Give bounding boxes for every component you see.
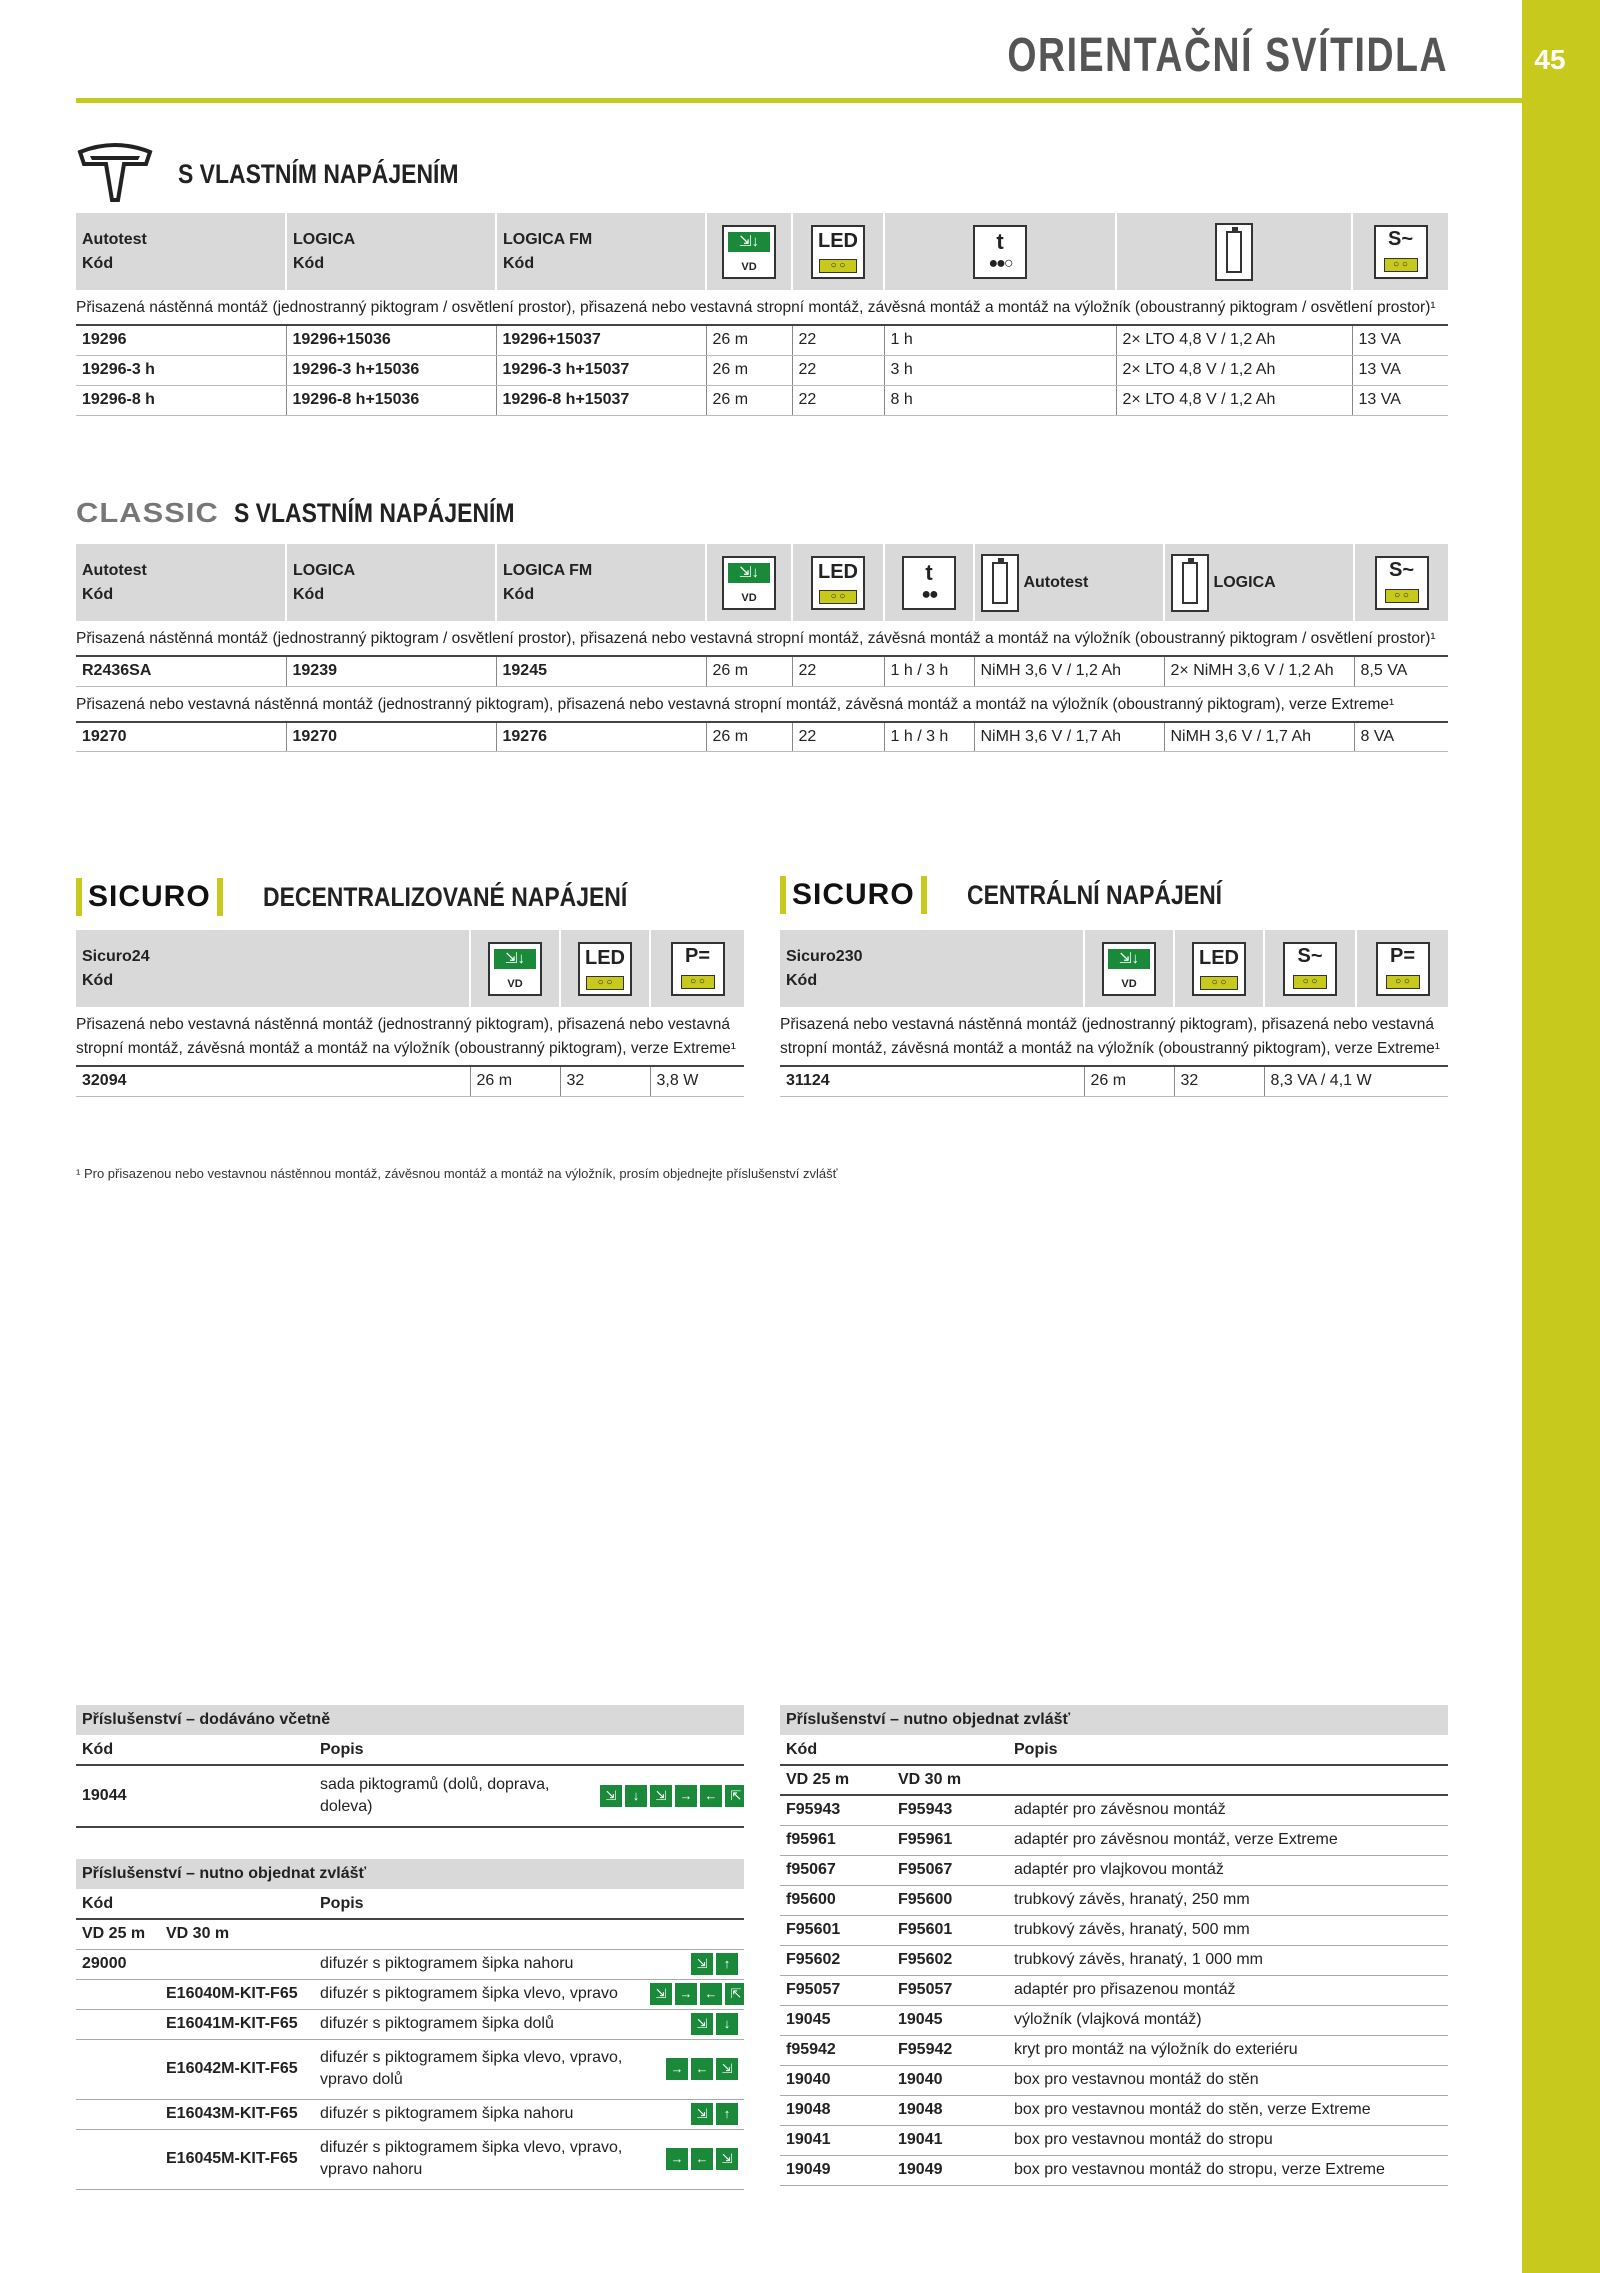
section-4-heading	[780, 876, 1267, 914]
accessories-included-caption: Příslušenství – dodáváno včetně	[76, 1705, 744, 1735]
cell: 1 h / 3 h	[884, 722, 974, 752]
cell: difuzér s piktogramem šipka vlevo, vpravo, vpravo dolů	[314, 2039, 644, 2099]
battery-icon	[981, 554, 1019, 612]
header-autotest: Autotest	[82, 561, 147, 579]
cell: výložník (vlajková montáž)	[1008, 2005, 1448, 2035]
exit-sign-icon: ⇲↓ VD	[488, 942, 542, 996]
page-number: 45	[1534, 44, 1566, 75]
cell: 19296-3 h	[76, 355, 286, 385]
cell: 19270	[76, 722, 286, 752]
header-sicuro24: Sicuro24	[82, 947, 150, 965]
header-popis: Popis	[1008, 1735, 1448, 1765]
cell: E16042M-KIT-F65	[160, 2039, 314, 2099]
cell: f95600	[780, 1885, 892, 1915]
header-logica-fm: LOGICA FM	[503, 230, 593, 248]
cell: 13 VA	[1352, 325, 1448, 355]
led-icon: LED ○ ○	[811, 556, 865, 610]
header-vd25: VD 25 m	[76, 1919, 160, 1949]
cell	[76, 2129, 160, 2189]
cell	[160, 1949, 314, 1979]
header-kod: Kód	[76, 1735, 314, 1765]
cell: 19049	[780, 2155, 892, 2185]
cell: 22	[792, 325, 884, 355]
cell: 32094	[76, 1066, 470, 1096]
cell: F95067	[892, 1855, 1008, 1885]
led-icon: LED ○ ○	[578, 942, 632, 996]
power-ac-icon: S~ ○ ○	[1374, 225, 1428, 279]
cell: 19276	[496, 722, 706, 752]
arrow-down-pictogram-icon: ⇲ ↓	[691, 2013, 738, 2035]
cell: R2436SA	[76, 656, 286, 686]
cell: difuzér s piktogramem šipka nahoru	[314, 2099, 644, 2129]
cell: 26 m	[1084, 1066, 1174, 1096]
header-kod: Kód	[293, 254, 325, 272]
section-2-title: S VLASTNÍM NAPÁJENÍM	[233, 497, 515, 528]
exit-sign-icon: ⇲↓ VD	[722, 556, 776, 610]
cell	[76, 2009, 160, 2039]
accessories-order-caption: Příslušenství – nutno objednat zvlášť	[780, 1705, 1448, 1735]
section-2-table	[76, 544, 1448, 752]
cell: F95943	[892, 1795, 1008, 1825]
header-kod: Kód	[503, 254, 535, 272]
cell: 22	[792, 385, 884, 415]
header-kod: Kód	[82, 254, 114, 272]
cell	[76, 2099, 160, 2129]
cell: 22	[792, 355, 884, 385]
section-3-description: Přisazená nebo vestavná nástěnná montáž (jednostranný piktogram), přisazená nebo vestavná stropní montáž, závěsná montáž a montáž na výložník (oboustranný piktogram), verze Extreme¹	[76, 1007, 744, 1066]
classic-logo: CLASSIC	[76, 497, 219, 528]
cell: F95600	[892, 1885, 1008, 1915]
power-dc-icon: P= ○ ○	[671, 942, 725, 996]
header-kod: Kód	[780, 1735, 1008, 1765]
arrow-up-pictogram-icon: ⇲ ↑	[691, 2103, 738, 2125]
section-1-title: S VLASTNÍM NAPÁJENÍM	[178, 158, 459, 189]
cell: NiMH 3,6 V / 1,7 Ah	[1164, 722, 1354, 752]
accessories-order-table-right	[780, 1705, 1448, 2186]
cell: F95942	[892, 2035, 1008, 2065]
cell: F95961	[892, 1825, 1008, 1855]
cell: F95601	[780, 1915, 892, 1945]
cell: 1 h / 3 h	[884, 656, 974, 686]
header-popis: Popis	[314, 1889, 744, 1919]
header-vd30: VD 30 m	[160, 1919, 314, 1949]
cell: 32	[560, 1066, 650, 1096]
cell: 22	[792, 722, 884, 752]
cell: 19045	[780, 2005, 892, 2035]
cell: 19040	[892, 2065, 1008, 2095]
exit-sign-icon: ⇲↓ VD	[722, 225, 776, 279]
cell: 19270	[286, 722, 496, 752]
side-stripe	[1522, 0, 1600, 2273]
header-popis: Popis	[314, 1735, 744, 1765]
cell: 31124	[780, 1066, 1084, 1096]
cell: 19296-3 h+15036	[286, 355, 496, 385]
cell: 19048	[892, 2095, 1008, 2125]
battery-icon	[1171, 554, 1209, 612]
arrow-up-pictogram-icon: ⇲ ↑	[691, 1953, 738, 1975]
cell: 19296+15037	[496, 325, 706, 355]
cell: 29000	[76, 1949, 160, 1979]
header-logica: LOGICA	[293, 230, 356, 248]
cell: 19044	[76, 1765, 314, 1827]
section-1-description: Přisazená nástěnná montáž (jednostranný piktogram / osvětlení prostor), přisazená nebo vestavná stropní montáž, závěsná montáž a montáž na výložník (oboustranný piktogram / osvětlení prostor)¹	[76, 290, 1448, 325]
led-icon: LED ○ ○	[811, 225, 865, 279]
cell: 19049	[892, 2155, 1008, 2185]
cell: 19245	[496, 656, 706, 686]
cell: 19296-8 h	[76, 385, 286, 415]
cell: 26 m	[706, 656, 792, 686]
cell: difuzér s piktogramem šipka nahoru	[314, 1949, 644, 1979]
cell: f95067	[780, 1855, 892, 1885]
battery-icon	[1215, 223, 1253, 281]
cell: 13 VA	[1352, 355, 1448, 385]
cell: F95602	[892, 1945, 1008, 1975]
section-4-title: CENTRÁLNÍ NAPÁJENÍ	[966, 879, 1222, 910]
cell: 26 m	[706, 722, 792, 752]
cell: 19296-3 h+15037	[496, 355, 706, 385]
cell: 22	[792, 656, 884, 686]
cell: 8 h	[884, 385, 1116, 415]
header-sicuro230: Sicuro230	[786, 947, 863, 965]
cell: 19239	[286, 656, 496, 686]
cell: adaptér pro závěsnou montáž, verze Extreme	[1008, 1825, 1448, 1855]
cell: 19041	[892, 2125, 1008, 2155]
header-vd30: VD 30 m	[892, 1765, 1008, 1795]
section-1-heading	[76, 142, 508, 206]
cell: 1 h	[884, 325, 1116, 355]
section-3-title: DECENTRALIZOVANÉ NAPÁJENÍ	[262, 881, 627, 912]
cell: 2× LTO 4,8 V / 1,2 Ah	[1116, 325, 1352, 355]
cell: F95943	[780, 1795, 892, 1825]
cell: 26 m	[470, 1066, 560, 1096]
cell: trubkový závěs, hranatý, 250 mm	[1008, 1885, 1448, 1915]
section-3-table	[76, 930, 744, 1097]
cell: box pro vestavnou montáž do stěn, verze Extreme	[1008, 2095, 1448, 2125]
accessories-order-table-left	[76, 1859, 744, 2190]
pictogram-set-icon: ⇲ ↓ ⇲ → ← ⇱	[600, 1785, 744, 1807]
t-logo-icon	[76, 142, 154, 206]
cell: 8,5 VA	[1354, 656, 1448, 686]
cell: E16045M-KIT-F65	[160, 2129, 314, 2189]
sicuro-logo: SICURO	[76, 878, 223, 916]
cell: box pro vestavnou montáž do stropu, verze Extreme	[1008, 2155, 1448, 2185]
cell: f95942	[780, 2035, 892, 2065]
header-logica: LOGICA	[293, 561, 356, 579]
cell: 19296+15036	[286, 325, 496, 355]
section-4-description: Přisazená nebo vestavná nástěnná montáž (jednostranný piktogram), přisazená nebo vestavná stropní montáž, závěsná montáž a montáž na výložník (oboustranný piktogram), verze Extreme¹	[780, 1007, 1448, 1066]
arrow-multi-pictogram-icon: → ← ⇲	[666, 2058, 738, 2080]
cell: difuzér s piktogramem šipka vlevo, vpravo	[314, 1979, 644, 2009]
section-2-description-1: Přisazená nástěnná montáž (jednostranný piktogram / osvětlení prostor), přisazená nebo vestavná stropní montáž, závěsná montáž a montáž na výložník (oboustranný piktogram / osvětlení prostor)¹	[76, 621, 1448, 656]
cell: trubkový závěs, hranatý, 500 mm	[1008, 1915, 1448, 1945]
section-1-table	[76, 213, 1448, 416]
cell: 32	[1174, 1066, 1264, 1096]
power-ac-icon: S~ ○ ○	[1375, 556, 1429, 610]
header-kod: Kód	[503, 585, 535, 603]
sicuro-logo: SICURO	[780, 876, 927, 914]
cell: F95057	[780, 1975, 892, 2005]
cell: difuzér s piktogramem šipka vlevo, vpravo, vpravo nahoru	[314, 2129, 644, 2189]
cell: 3 h	[884, 355, 1116, 385]
title-rule	[76, 98, 1522, 103]
cell: 19296-8 h+15036	[286, 385, 496, 415]
cell: E16043M-KIT-F65	[160, 2099, 314, 2129]
cell: 3,8 W	[650, 1066, 744, 1096]
cell: 19041	[780, 2125, 892, 2155]
cell: F95057	[892, 1975, 1008, 2005]
header-vd25: VD 25 m	[780, 1765, 892, 1795]
cell: adaptér pro závěsnou montáž	[1008, 1795, 1448, 1825]
cell: trubkový závěs, hranatý, 1 000 mm	[1008, 1945, 1448, 1975]
header-logica-fm: LOGICA FM	[503, 561, 593, 579]
cell: 8,3 VA / 4,1 W	[1264, 1066, 1448, 1096]
cell: 2× LTO 4,8 V / 1,2 Ah	[1116, 355, 1352, 385]
section-2-heading	[76, 497, 564, 529]
footnote: ¹ Pro přisazenou nebo vestavnou nástěnnou montáž, závěsnou montáž a montáž na výložník, prosím objednejte příslušenství zvlášť	[76, 1166, 838, 1181]
cell: 19040	[780, 2065, 892, 2095]
cell: 2× LTO 4,8 V / 1,2 Ah	[1116, 385, 1352, 415]
arrow-left-right-pictogram-icon: ⇲ → ← ⇱	[650, 1983, 744, 2005]
cell: adaptér pro vlajkovou montáž	[1008, 1855, 1448, 1885]
cell: f95961	[780, 1825, 892, 1855]
accessories-included-table	[76, 1705, 744, 1828]
cell: box pro vestavnou montáž do stropu	[1008, 2125, 1448, 2155]
power-dc-icon: P= ○ ○	[1376, 942, 1430, 996]
header-kod: Kód	[293, 585, 325, 603]
page-title: ORIENTAČNÍ SVÍTIDLA	[1007, 29, 1448, 82]
cell: 26 m	[706, 355, 792, 385]
cell: 8 VA	[1354, 722, 1448, 752]
cell: E16041M-KIT-F65	[160, 2009, 314, 2039]
cell: 19045	[892, 2005, 1008, 2035]
duration-icon: t ●●○	[973, 225, 1027, 279]
cell: difuzér s piktogramem šipka dolů	[314, 2009, 644, 2039]
cell	[76, 1979, 160, 2009]
cell: NiMH 3,6 V / 1,7 Ah	[974, 722, 1164, 752]
cell: sada piktogramů (dolů, doprava, doleva)	[314, 1765, 594, 1827]
section-3-heading	[76, 878, 691, 916]
cell: box pro vestavnou montáž do stěn	[1008, 2065, 1448, 2095]
cell: 13 VA	[1352, 385, 1448, 415]
arrow-multi-pictogram-icon: → ← ⇲	[666, 2148, 738, 2170]
cell: F95602	[780, 1945, 892, 1975]
duration-icon: t ●●	[902, 556, 956, 610]
section-4-table	[780, 930, 1448, 1097]
cell: adaptér pro přisazenou montáž	[1008, 1975, 1448, 2005]
cell: 26 m	[706, 385, 792, 415]
cell: kryt pro montáž na výložník do exteriéru	[1008, 2035, 1448, 2065]
header-autotest: Autotest	[82, 230, 147, 248]
cell: 19296-8 h+15037	[496, 385, 706, 415]
cell: 19048	[780, 2095, 892, 2125]
header-kod: Kód	[76, 1889, 314, 1919]
battery-autotest-label: Autotest	[1023, 573, 1089, 591]
cell: F95601	[892, 1915, 1008, 1945]
cell: NiMH 3,6 V / 1,2 Ah	[974, 656, 1164, 686]
accessories-order-caption: Příslušenství – nutno objednat zvlášť	[76, 1859, 744, 1889]
cell: 2× NiMH 3,6 V / 1,2 Ah	[1164, 656, 1354, 686]
cell: 19296	[76, 325, 286, 355]
power-ac-icon: S~ ○ ○	[1283, 942, 1337, 996]
header-kod: Kód	[82, 585, 114, 603]
header-kod: Kód	[82, 971, 114, 989]
battery-logica-label: LOGICA	[1213, 573, 1276, 591]
section-2-description-2: Přisazená nebo vestavná nástěnná montáž (jednostranný piktogram), přisazená nebo vestavná stropní montáž, závěsná montáž a montáž na výložník (oboustranný piktogram), verze Extreme¹	[76, 686, 1448, 722]
cell: 26 m	[706, 325, 792, 355]
exit-sign-icon: ⇲↓ VD	[1102, 942, 1156, 996]
led-icon: LED ○ ○	[1192, 942, 1246, 996]
header-kod: Kód	[786, 971, 818, 989]
cell: E16040M-KIT-F65	[160, 1979, 314, 2009]
cell	[76, 2039, 160, 2099]
